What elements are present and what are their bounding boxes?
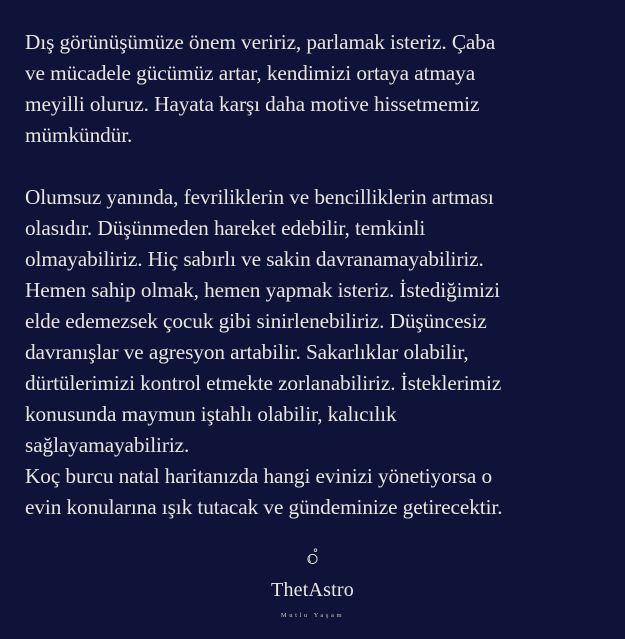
text-line: davranışlar ve agresyon artabilir. Sakarlıklar olabilir, xyxy=(25,340,469,364)
text-line: konusunda maymun iştahlı olabilir, kalıcılık xyxy=(25,402,397,426)
text-line: elde edemezsek çocuk gibi sinirlenebiliriz. Düşüncesiz xyxy=(25,309,487,333)
paragraph-3 xyxy=(25,461,610,523)
text-line: Hemen sahip olmak, hemen yapmak isteriz. İstediğimizi xyxy=(25,278,500,302)
text-line: olmayabiliriz. Hiç sabırlı ve sakin davranamayabiliriz. xyxy=(25,247,484,271)
document-body xyxy=(25,27,610,523)
paragraph-spacer xyxy=(25,151,610,182)
moon-planet-icon xyxy=(306,548,320,566)
text-line: Olumsuz yanında, fevriliklerin ve bencilliklerin artması xyxy=(25,185,494,209)
text-line: mümkündür. xyxy=(25,123,133,147)
text-line: meyilli oluruz. Hayata karşı daha motive hissetmemiz xyxy=(25,92,480,116)
paragraph-2 xyxy=(25,182,610,461)
text-line: evin konularına ışık tutacak ve gündeminize getirecektir. xyxy=(25,495,503,519)
brand-tagline: Mutlu Yaşam xyxy=(280,612,345,619)
text-line: olasıdır. Düşünmeden hareket edebilir, temkinli xyxy=(25,216,426,240)
text-line: Dış görünüşümüze önem veririz, parlamak isteriz. Çaba xyxy=(25,30,496,54)
text-line: sağlayamayabiliriz. xyxy=(25,433,190,457)
text-line: Koç burcu natal haritanızda hangi evinizi yönetiyorsa o xyxy=(25,464,493,488)
text-line: ve mücadele gücümüz artar, kendimizi ortaya atmaya xyxy=(25,61,476,85)
brand-name: ThetAstro xyxy=(271,579,354,601)
paragraph-1 xyxy=(25,27,610,151)
text-line: dürtülerimizi kontrol etmekte zorlanabiliriz. İsteklerimiz xyxy=(25,371,502,395)
